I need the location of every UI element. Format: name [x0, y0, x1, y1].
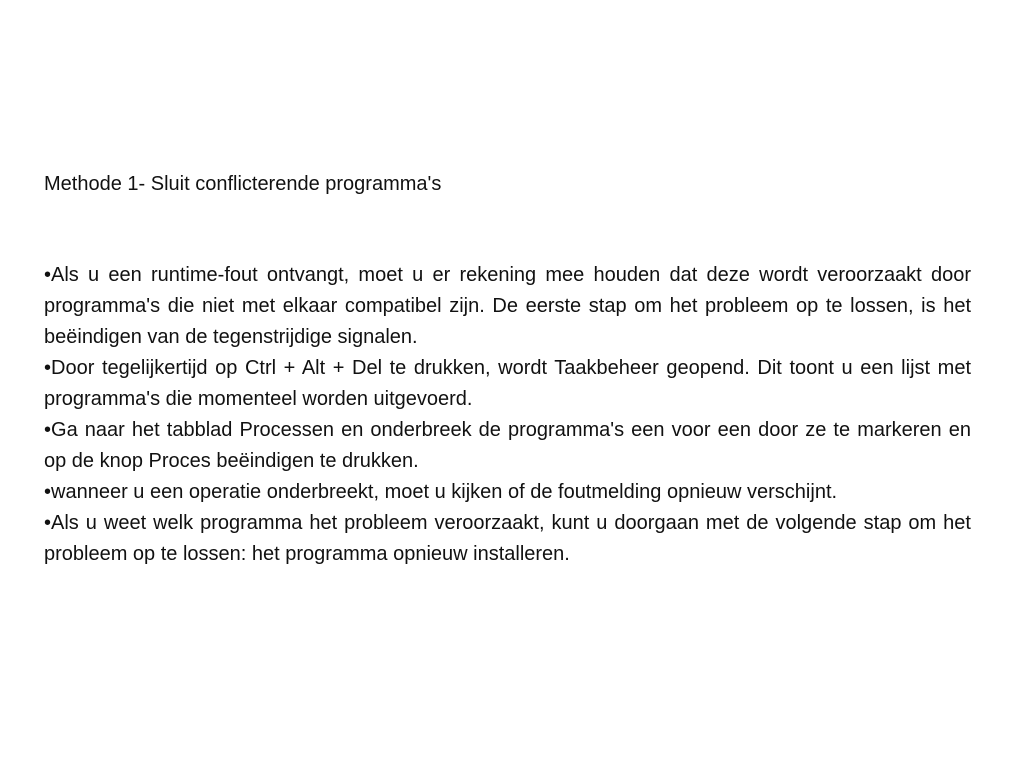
- bullet-marker: •: [44, 512, 52, 534]
- bullet-text: Als u een runtime-fout ontvangt, moet u er rekening mee houden dat deze wordt veroorzaakt door programma's die niet met elkaar compatibel zijn. De eerste stap om het probleem op te lossen, is het beëindigen van de tegenstrijdige signalen.: [44, 264, 971, 348]
- slide-title: Methode 1- Sluit conflicterende programma's: [44, 173, 442, 195]
- bullet-marker: •: [44, 357, 52, 379]
- bullet-list: [44, 260, 971, 570]
- bullet-marker: •: [44, 419, 52, 441]
- bullet-text: Ga naar het tabblad Processen en onderbreek de programma's een voor een door ze te markeren en op de knop Proces beëindigen te drukken.: [44, 419, 971, 472]
- bullet-text: Door tegelijkertijd op Ctrl + Alt + Del te drukken, wordt Taakbeheer geopend. Dit toont u een lijst met programma's die momenteel worden uitgevoerd.: [44, 357, 971, 410]
- bullet-item: [44, 353, 971, 415]
- bullet-item: [44, 260, 971, 353]
- bullet-item: [44, 508, 971, 570]
- bullet-text: Als u weet welk programma het probleem veroorzaakt, kunt u doorgaan met de volgende stap om het probleem op te lossen: het programma opnieuw installeren.: [44, 512, 971, 565]
- bullet-text: wanneer u een operatie onderbreekt, moet u kijken of de foutmelding opnieuw verschijnt.: [51, 481, 838, 503]
- bullet-marker: •: [44, 481, 52, 503]
- bullet-item: [44, 477, 971, 508]
- bullet-item: [44, 415, 971, 477]
- bullet-marker: •: [44, 264, 52, 286]
